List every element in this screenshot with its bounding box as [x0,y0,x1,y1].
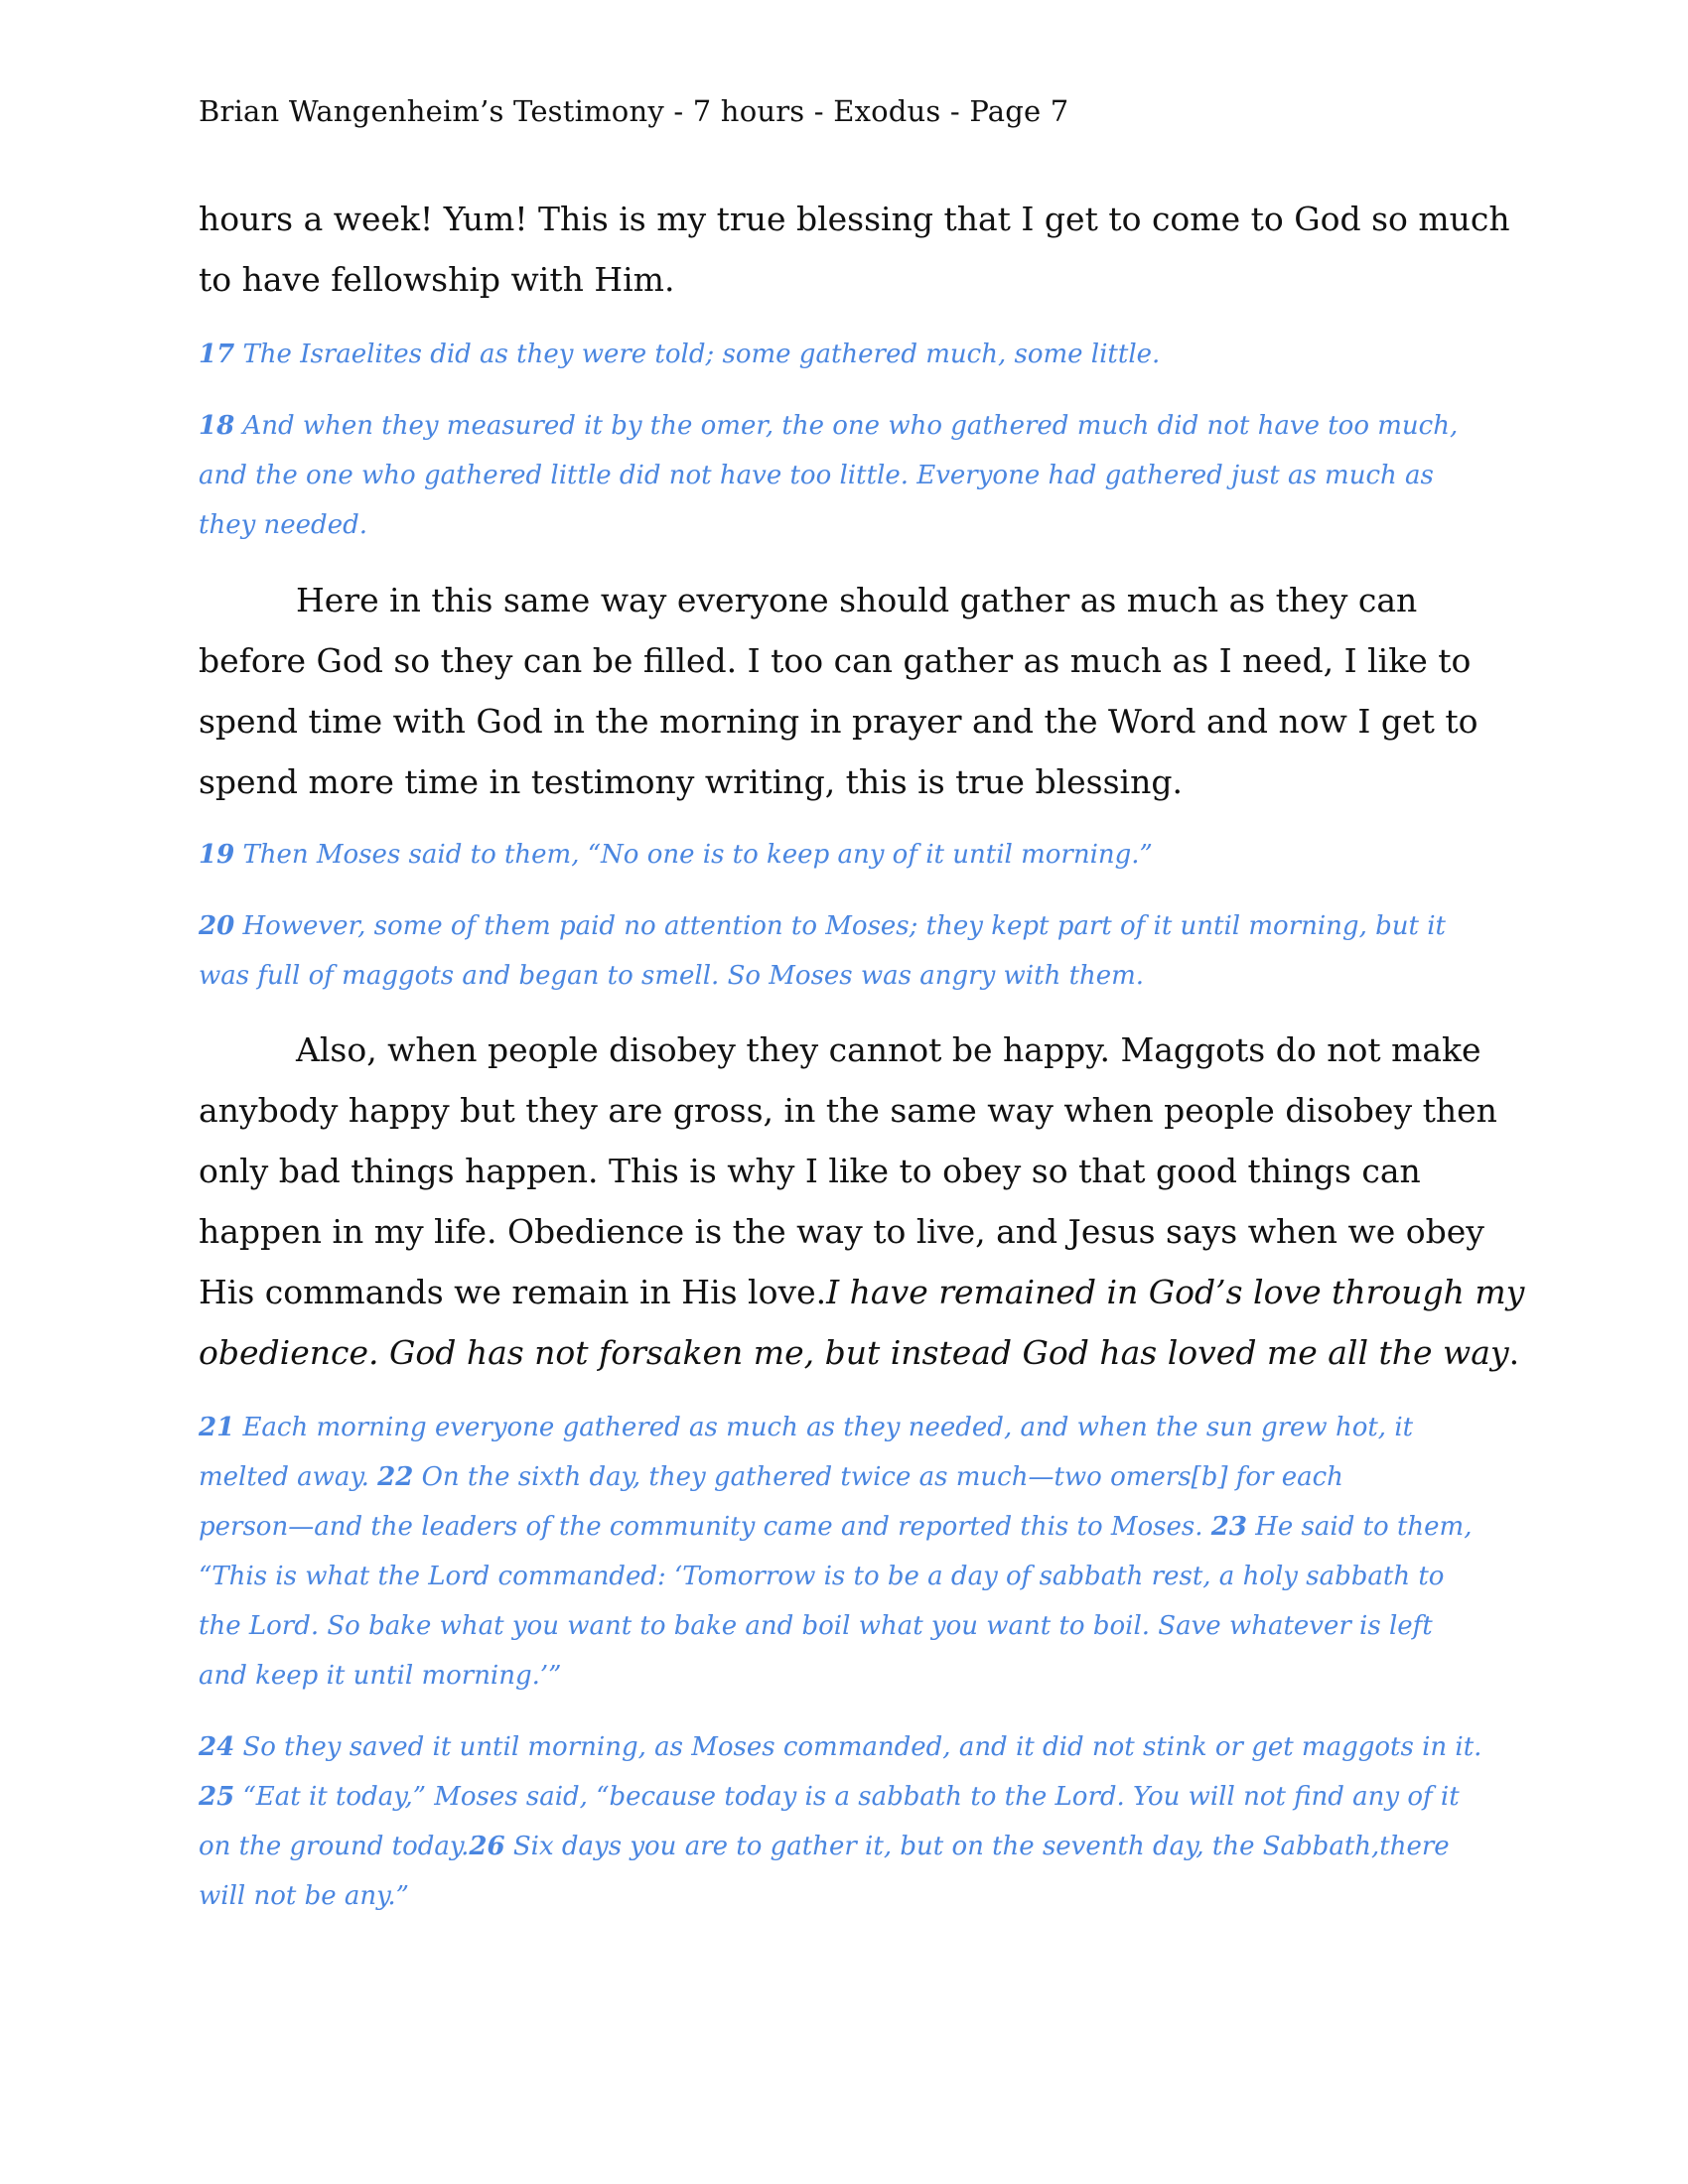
verse-19 [199,830,1153,880]
verse-number: 19 [199,840,235,870]
paragraph-line: only bad things happen. This is why I like to obey so that good things can [199,1152,1421,1190]
verse-text: However, some of them paid no attention to Moses; they kept part of it until morning, but it [234,911,1446,941]
paragraph-line: before God so they can be filled. I too can gather as much as I need, I like to [199,641,1472,680]
verse-text: So they saved it until morning, as Moses commanded, and it did not stink or get maggots in it. [234,1732,1482,1762]
verse-line: the Lord. So bake what you want to bake and boil what you want to boil. Save whatever is left [199,1611,1433,1641]
paragraph-text: His commands we remain in His love. [199,1273,827,1311]
verse-text: And when they measured it by the omer, the one who gathered much did not have too much, [234,411,1459,441]
verse-number: 20 [199,911,235,941]
paragraph-line: to have fellowship with Him. [199,260,675,299]
paragraph-line: Also, when people disobey they cannot be happy. Maggots do not make [296,1030,1481,1069]
verse-number: 23 [1210,1512,1247,1542]
verse-21-23 [199,1403,1472,1701]
verse-line: and keep it until morning.’” [199,1661,562,1691]
verse-line: and the one who gathered little did not have too little. Everyone had gathered just as much as [199,461,1434,490]
verse-number: 17 [199,340,235,369]
verse-number: 25 [199,1782,235,1812]
verse-number: 26 [469,1832,505,1861]
verse-text: Each morning everyone gathered as much as they needed, and when the sun grew hot, it [234,1413,1414,1442]
verse-number: 21 [199,1413,235,1442]
paragraph-3 [199,1020,1524,1383]
verse-17 [199,330,1160,379]
paragraph-2 [199,570,1477,812]
verse-line: was full of maggots and began to smell. So Moses was angry with them. [199,961,1145,991]
paragraph-text: . [1508,1333,1520,1372]
verse-line: “This is what the Lord commanded: ‘Tomorrow is to be a day of sabbath rest, a holy sabbath to [199,1562,1445,1591]
verse-number: 18 [199,411,235,441]
paragraph-line: happen in my life. Obedience is the way to live, and Jesus says when we obey [199,1212,1484,1251]
verse-18 [199,401,1458,550]
verse-number: 22 [377,1462,414,1492]
emphasis-text: obedience. God has not forsaken me, but instead God has loved me all the way [199,1333,1509,1372]
verse-24-26 [199,1722,1481,1921]
verse-text: Six days you are to gather it, but on the seventh day, the Sabbath,there [504,1832,1450,1861]
paragraph-line: spend time with God in the morning in prayer and the Word and now I get to [199,702,1478,741]
verse-number: 24 [199,1732,235,1762]
verse-text: on the ground today. [199,1832,470,1861]
verse-text: The Israelites did as they were told; some gathered much, some little. [234,340,1161,369]
page-header: Brian Wangenheim’s Testimony - 7 hours - Exodus - Page 7 [199,94,1069,128]
verse-text: “Eat it today,” Moses said, “because today is a sabbath to the Lord. You will not find any of it [234,1782,1460,1812]
verse-line: they needed. [199,510,367,540]
paragraph-line: Here in this same way everyone should gather as much as they can [296,581,1418,619]
verse-text: On the sixth day, they gathered twice as much—two omers[b] for each [413,1462,1343,1492]
verse-text: melted away. [199,1462,378,1492]
verse-text: Then Moses said to them, “No one is to keep any of it until morning.” [234,840,1153,870]
emphasis-text: I have remained in God’s love through my [826,1273,1525,1311]
verse-20 [199,901,1446,1001]
verse-text: person—and the leaders of the community came and reported this to Moses. [199,1512,1211,1542]
paragraph-1 [199,189,1510,310]
verse-line: will not be any.” [199,1881,409,1911]
verse-text: He said to them, [1246,1512,1473,1542]
paragraph-line: spend more time in testimony writing, this is true blessing. [199,762,1183,801]
paragraph-line: anybody happy but they are gross, in the same way when people disobey then [199,1091,1497,1130]
paragraph-line: hours a week! Yum! This is my true blessing that I get to come to God so much [199,200,1510,238]
